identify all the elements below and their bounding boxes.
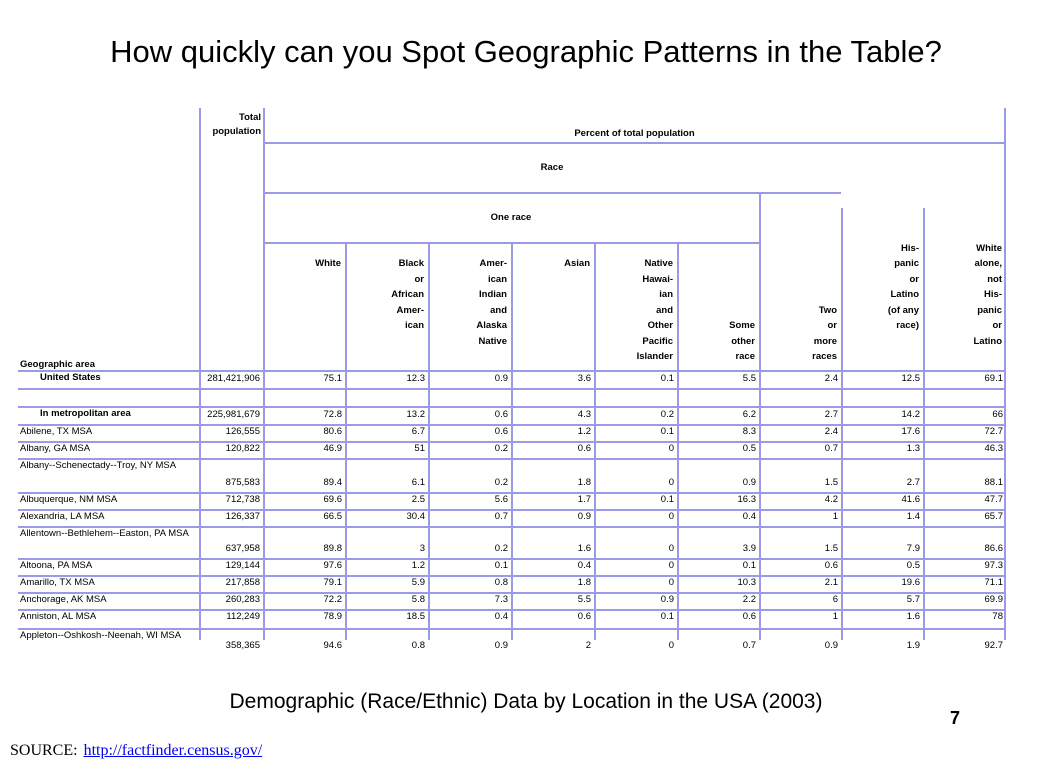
cell-value: 0 bbox=[668, 640, 674, 651]
cell-value: 71.1 bbox=[984, 577, 1003, 588]
area-name: Anniston, AL MSA bbox=[20, 611, 97, 622]
cell-value: 78 bbox=[992, 611, 1003, 622]
cell-value: 0.9 bbox=[577, 511, 591, 522]
column-header: not bbox=[987, 273, 1002, 285]
cell-value: 1.3 bbox=[906, 443, 920, 454]
cell-value: 0 bbox=[668, 477, 674, 488]
cell-value: 3 bbox=[419, 543, 425, 554]
cell-value: 14.2 bbox=[901, 409, 920, 420]
area-name: In metropolitan area bbox=[40, 408, 131, 419]
cell-value: 637,958 bbox=[225, 543, 260, 554]
cell-value: 5.5 bbox=[577, 594, 591, 605]
column-header: and bbox=[656, 304, 673, 316]
column-header: His- bbox=[984, 289, 1002, 300]
cell-value: 2.2 bbox=[742, 594, 756, 605]
column-divider bbox=[263, 370, 265, 640]
cell-value: 1.5 bbox=[824, 543, 838, 554]
area-name: Allentown--Bethlehem--Easton, PA MSA bbox=[20, 528, 189, 539]
cell-value: 358,365 bbox=[225, 640, 260, 651]
column-header: (of any bbox=[887, 304, 919, 316]
cell-value: 2.5 bbox=[411, 494, 425, 505]
column-divider bbox=[428, 370, 430, 640]
slide-caption: Demographic (Race/Ethnic) Data by Location in the USA (2003) bbox=[229, 690, 823, 713]
column-header: Latino bbox=[890, 289, 919, 300]
cell-value: 0.1 bbox=[660, 426, 674, 437]
cell-value: 51 bbox=[414, 443, 425, 454]
area-name: Alexandria, LA MSA bbox=[20, 511, 105, 522]
column-header: race bbox=[735, 351, 755, 362]
column-header: Native bbox=[644, 258, 673, 269]
page-number: 7 bbox=[950, 708, 961, 728]
cell-value: 0.6 bbox=[494, 426, 508, 437]
cell-value: 18.5 bbox=[406, 611, 425, 622]
cell-value: 86.6 bbox=[984, 543, 1003, 554]
cell-value: 0.9 bbox=[742, 477, 756, 488]
cell-value: 2 bbox=[585, 640, 591, 651]
column-header: or bbox=[827, 320, 837, 331]
cell-value: 0.7 bbox=[742, 640, 756, 651]
cell-value: 0.7 bbox=[824, 443, 838, 454]
cell-value: 0.8 bbox=[411, 640, 425, 651]
column-header: White bbox=[315, 258, 341, 269]
cell-value: 66 bbox=[992, 409, 1003, 420]
cell-value: 2.7 bbox=[824, 409, 838, 420]
cell-value: 0.9 bbox=[824, 640, 838, 651]
cell-value: 80.6 bbox=[323, 426, 342, 437]
cell-value: 65.7 bbox=[984, 511, 1003, 522]
column-header: race) bbox=[896, 320, 919, 331]
cell-value: 10.3 bbox=[737, 577, 756, 588]
cell-value: 126,555 bbox=[225, 426, 260, 437]
cell-value: 7.3 bbox=[494, 594, 508, 605]
column-divider bbox=[677, 370, 679, 640]
cell-value: 4.3 bbox=[577, 409, 591, 420]
cell-value: 2.4 bbox=[824, 426, 838, 437]
cell-value: 47.7 bbox=[984, 494, 1003, 505]
cell-value: 875,583 bbox=[225, 477, 260, 488]
race-header-bottom bbox=[263, 192, 841, 194]
total-population-header: Total bbox=[239, 112, 261, 123]
cell-value: 46.9 bbox=[323, 443, 342, 454]
column-header: ican bbox=[487, 273, 507, 285]
cell-value: 0.4 bbox=[577, 560, 591, 571]
column-divider bbox=[345, 370, 347, 640]
cell-value: 0 bbox=[668, 560, 674, 571]
column-header: White bbox=[976, 242, 1002, 254]
area-name: Appleton--Oshkosh--Neenah, WI MSA bbox=[20, 630, 182, 641]
cell-value: 217,858 bbox=[225, 577, 260, 588]
cell-value: 3.9 bbox=[742, 543, 756, 554]
column-header: Indian bbox=[479, 289, 507, 300]
column-divider bbox=[511, 370, 513, 640]
cell-value: 281,421,906 bbox=[207, 373, 260, 384]
column-header: Amer- bbox=[479, 258, 507, 269]
cell-value: 0.6 bbox=[577, 611, 591, 622]
cell-value: 5.7 bbox=[906, 594, 920, 605]
column-header: Hawai- bbox=[642, 273, 673, 285]
cell-value: 0 bbox=[668, 511, 674, 522]
cell-value: 0.1 bbox=[742, 560, 756, 571]
cell-value: 69.6 bbox=[323, 494, 342, 505]
cell-value: 0.6 bbox=[824, 560, 838, 571]
percent-header: Percent of total population bbox=[574, 128, 695, 139]
cell-value: 75.1 bbox=[323, 373, 342, 384]
column-divider bbox=[841, 370, 843, 640]
cell-value: 1.2 bbox=[411, 560, 425, 571]
cell-value: 260,283 bbox=[225, 594, 260, 605]
cell-value: 0.7 bbox=[494, 511, 508, 522]
geographic-area-header: Geographic area bbox=[20, 359, 95, 370]
cell-value: 13.2 bbox=[406, 409, 425, 420]
cell-value: 0.2 bbox=[494, 477, 508, 488]
cell-value: 112,249 bbox=[226, 611, 260, 622]
cell-value: 2.7 bbox=[906, 477, 920, 488]
cell-value: 19.6 bbox=[901, 577, 920, 588]
cell-value: 16.3 bbox=[737, 494, 756, 505]
cell-value: 88.1 bbox=[984, 477, 1003, 488]
one-race-header: One race bbox=[490, 212, 532, 223]
column-header: and bbox=[490, 304, 507, 316]
column-header: Pacific bbox=[642, 335, 673, 347]
cell-value: 0 bbox=[668, 443, 674, 454]
cell-value: 0.6 bbox=[742, 611, 756, 622]
cell-value: 0.4 bbox=[742, 511, 756, 522]
area-name: Albany--Schenectady--Troy, NY MSA bbox=[20, 460, 177, 471]
cell-value: 1.9 bbox=[906, 640, 920, 651]
column-header: Alaska bbox=[476, 320, 507, 331]
cell-value: 97.3 bbox=[984, 560, 1003, 571]
cell-value: 1.4 bbox=[906, 511, 920, 522]
cell-value: 5.8 bbox=[411, 594, 425, 605]
column-header: Native bbox=[478, 335, 507, 347]
cell-value: 1.8 bbox=[577, 477, 591, 488]
cell-value: 12.5 bbox=[901, 373, 920, 384]
cell-value: 6.1 bbox=[411, 477, 425, 488]
cell-value: 17.6 bbox=[901, 426, 920, 437]
area-name: Altoona, PA MSA bbox=[20, 560, 93, 571]
source-link[interactable]: http://factfinder.census.gov/ bbox=[83, 742, 263, 759]
column-header: Latino bbox=[973, 335, 1002, 347]
cell-value: 78.9 bbox=[323, 611, 342, 622]
column-header: Two bbox=[818, 304, 837, 316]
cell-value: 0.5 bbox=[906, 560, 920, 571]
cell-value: 2.1 bbox=[824, 577, 838, 588]
cell-value: 5.9 bbox=[411, 577, 425, 588]
cell-value: 6 bbox=[832, 594, 838, 605]
cell-value: 0.1 bbox=[660, 611, 674, 622]
column-header: alone, bbox=[974, 258, 1002, 269]
cell-value: 0.4 bbox=[494, 611, 508, 622]
cell-value: 6.2 bbox=[742, 409, 756, 420]
cell-value: 2.4 bbox=[824, 373, 838, 384]
cell-value: 1.8 bbox=[577, 577, 591, 588]
race-header: Race bbox=[540, 162, 564, 173]
area-name: Albany, GA MSA bbox=[20, 443, 91, 454]
cell-value: 712,738 bbox=[225, 494, 260, 505]
cell-value: 30.4 bbox=[406, 511, 425, 522]
column-header: panic bbox=[977, 304, 1002, 316]
cell-value: 0.1 bbox=[660, 494, 674, 505]
column-header: Black bbox=[398, 258, 424, 269]
column-header: ican bbox=[404, 320, 424, 331]
census-table bbox=[18, 108, 1008, 651]
column-divider bbox=[759, 370, 761, 640]
column-header: more bbox=[813, 335, 837, 347]
cell-value: 0 bbox=[668, 577, 674, 588]
cell-value: 6.7 bbox=[411, 426, 425, 437]
cell-value: 0.6 bbox=[577, 443, 591, 454]
source-line bbox=[10, 742, 262, 760]
cell-value: 0.8 bbox=[494, 577, 508, 588]
cell-value: 120,822 bbox=[225, 443, 260, 454]
cell-value: 72.8 bbox=[323, 409, 342, 420]
cell-value: 12.3 bbox=[406, 373, 425, 384]
column-header: or bbox=[992, 320, 1002, 331]
cell-value: 1.7 bbox=[577, 494, 591, 505]
cell-value: 5.6 bbox=[494, 494, 508, 505]
area-name: United States bbox=[40, 372, 101, 383]
cell-value: 0.9 bbox=[494, 640, 508, 651]
cell-value: 89.4 bbox=[323, 477, 342, 488]
cell-value: 69.9 bbox=[984, 594, 1003, 605]
cell-value: 94.6 bbox=[323, 640, 342, 651]
cell-value: 0.9 bbox=[494, 373, 508, 384]
column-header: Amer- bbox=[396, 304, 424, 316]
cell-value: 66.5 bbox=[323, 511, 342, 522]
cell-value: 0.2 bbox=[494, 543, 508, 554]
cell-value: 4.2 bbox=[824, 494, 838, 505]
cell-value: 3.6 bbox=[577, 373, 591, 384]
area-name: Amarillo, TX MSA bbox=[20, 577, 95, 588]
source-label: SOURCE: bbox=[10, 742, 78, 759]
column-header: panic bbox=[894, 258, 919, 269]
cell-value: 79.1 bbox=[323, 577, 342, 588]
column-header: Other bbox=[647, 320, 673, 331]
area-name: Albuquerque, NM MSA bbox=[20, 494, 118, 505]
total-population-header: population bbox=[212, 126, 261, 137]
cell-value: 0.2 bbox=[660, 409, 674, 420]
column-header: races bbox=[812, 351, 837, 362]
area-name: Anchorage, AK MSA bbox=[20, 594, 107, 605]
cell-value: 0.1 bbox=[494, 560, 508, 571]
cell-value: 0.6 bbox=[494, 409, 508, 420]
area-name: Abilene, TX MSA bbox=[20, 426, 93, 437]
column-header: Some bbox=[729, 320, 755, 331]
column-header: or bbox=[909, 273, 919, 285]
cell-value: 1.6 bbox=[577, 543, 591, 554]
column-divider bbox=[594, 370, 596, 640]
cell-value: 0.1 bbox=[660, 373, 674, 384]
cell-value: 5.5 bbox=[742, 373, 756, 384]
cell-value: 46.3 bbox=[984, 443, 1003, 454]
column-header: other bbox=[731, 335, 755, 347]
cell-value: 41.6 bbox=[901, 494, 920, 505]
cell-value: 1 bbox=[832, 511, 838, 522]
cell-value: 0 bbox=[668, 543, 674, 554]
column-header: Islander bbox=[636, 351, 673, 362]
cell-value: 1 bbox=[832, 611, 838, 622]
cell-value: 72.2 bbox=[323, 594, 342, 605]
column-divider bbox=[923, 370, 925, 640]
cell-value: 0.2 bbox=[494, 443, 508, 454]
cell-value: 97.6 bbox=[323, 560, 342, 571]
cell-value: 1.2 bbox=[577, 426, 591, 437]
column-header: Asian bbox=[564, 258, 590, 269]
cell-value: 1.5 bbox=[824, 477, 838, 488]
cell-value: 126,337 bbox=[225, 511, 260, 522]
column-header: or bbox=[414, 273, 424, 285]
column-header: African bbox=[391, 289, 424, 300]
cell-value: 8.3 bbox=[742, 426, 756, 437]
cell-value: 92.7 bbox=[984, 640, 1003, 651]
cell-value: 0.5 bbox=[742, 443, 756, 454]
cell-value: 69.1 bbox=[984, 373, 1003, 384]
cell-value: 1.6 bbox=[906, 611, 920, 622]
cell-value: 72.7 bbox=[984, 426, 1003, 437]
cell-value: 129,144 bbox=[225, 560, 260, 571]
cell-value: 0.9 bbox=[660, 594, 674, 605]
column-header: His- bbox=[901, 242, 919, 254]
cell-value: 225,981,679 bbox=[207, 409, 260, 420]
column-header: ian bbox=[659, 289, 673, 300]
cell-value: 89.8 bbox=[323, 543, 342, 554]
slide-title: How quickly can you Spot Geographic Patterns in the Table? bbox=[110, 34, 942, 69]
cell-value: 7.9 bbox=[906, 543, 920, 554]
percent-header-bottom bbox=[263, 142, 1006, 144]
